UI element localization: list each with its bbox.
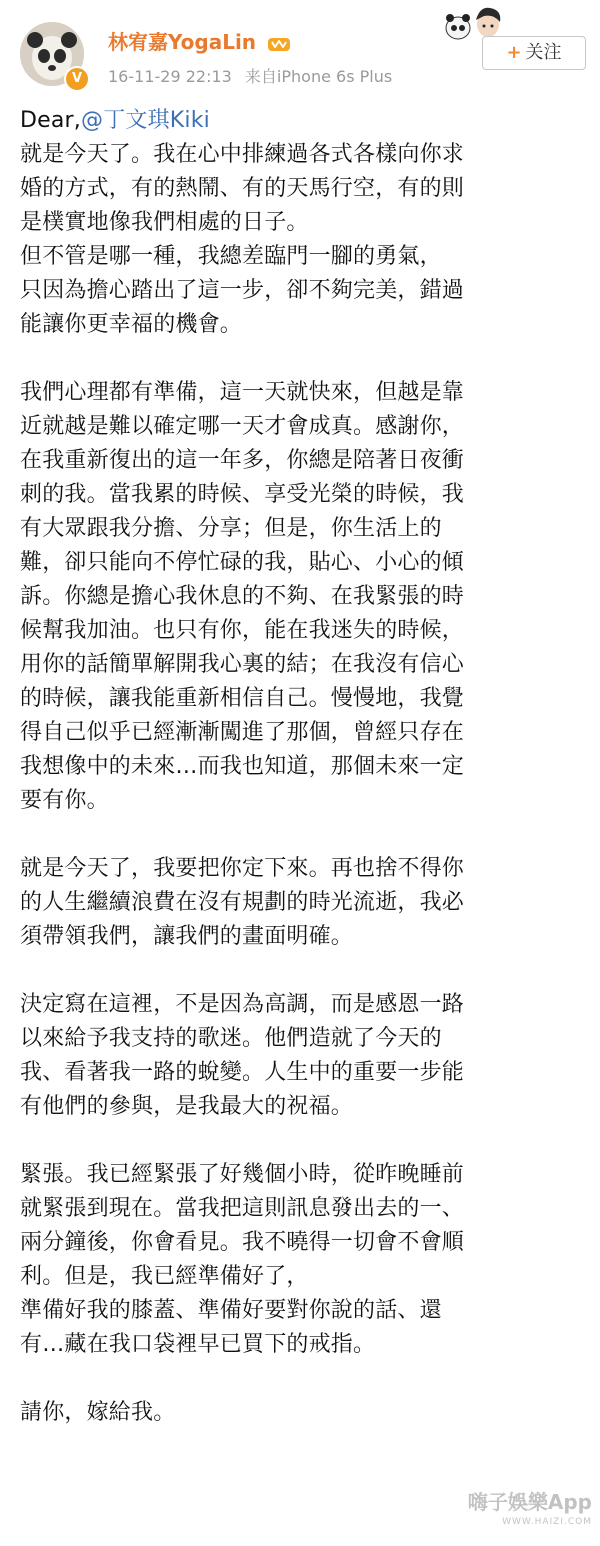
post-text-line: 的時候，讓我能重新相信自己。慢慢地，我覺 (20, 686, 465, 711)
follow-button[interactable] (482, 36, 586, 70)
post-text-line: 要有你。 (20, 788, 109, 813)
post-text-line: 能讓你更幸福的機會。 (20, 312, 243, 337)
post-source[interactable]: 来自iPhone 6s Plus (244, 67, 393, 86)
paragraph-gap (20, 1124, 586, 1158)
post-text-line: 就是今天了，我要把你定下來。再也捨不得你 (20, 856, 465, 881)
post-text-line: 在我重新復出的這一年多，你總是陪著日夜衝 (20, 448, 465, 473)
post-text-line: 有…藏在我口袋裡早已買下的戒指。 (20, 1332, 376, 1357)
post-text-line: 就是今天了。我在心中排練過各式各樣向你求 (20, 142, 465, 167)
post-text-line: 以來給予我支持的歌迷。他們造就了今天的 (20, 1026, 442, 1051)
post-text-line: 只因為擔心踏出了這一步，卻不夠完美，錯過 (20, 278, 465, 303)
post-text-line: 利。但是，我已經準備好了， (20, 1264, 309, 1289)
follow-button-label: 关注 (525, 42, 562, 63)
post-text-line: 得自己似乎已經漸漸闖進了那個，曾經只存在 (20, 720, 465, 745)
plus-icon: + (506, 42, 522, 63)
post-text-line: 須帶領我們，讓我們的畫面明確。 (20, 924, 354, 949)
post-text-line: 決定寫在這裡，不是因為高調，而是感恩一路 (20, 992, 465, 1017)
post-text-line: 就緊張到現在。當我把這則訊息發出去的一、 (20, 1196, 465, 1221)
post-text-line: 婚的方式，有的熱鬧、有的天馬行空，有的則 (20, 176, 465, 201)
vip-crown-icon (267, 35, 291, 53)
post-text-line: 訴。你總是擔心我休息的不夠、在我緊張的時 (20, 584, 465, 609)
post-text-line: 刺的我。當我累的時候、享受光榮的時候，我 (20, 482, 465, 507)
post-text-line: 難，卻只能向不停忙碌的我，貼心、小心的傾 (20, 550, 465, 575)
post-content (20, 104, 586, 1430)
watermark-url: WWW.HAIZI.COM (502, 1517, 592, 1527)
post-text-line: 候幫我加油。也只有你，能在我迷失的時候， (20, 618, 465, 643)
post-text-line: 用你的話簡單解開我心裏的結；在我沒有信心 (20, 652, 465, 677)
post-timestamp: 16-11-29 22:13 (108, 67, 232, 86)
post-text-line: 請你，嫁給我。 (20, 1400, 176, 1425)
post-text-line: 有他們的參與，是我最大的祝福。 (20, 1094, 354, 1119)
post-text-line: 近就越是難以確定哪一天才會成真。感謝你， (20, 414, 465, 439)
post-meta (108, 64, 392, 87)
post-paragraphs (20, 138, 586, 1430)
verified-v-icon: V (64, 66, 90, 92)
watermark (452, 1486, 592, 1527)
greeting-prefix: Dear, (20, 108, 81, 133)
post-text-line: 的人生繼續浪費在沒有規劃的時光流逝，我必 (20, 890, 465, 915)
paragraph-gap (20, 1362, 586, 1396)
username[interactable] (108, 26, 291, 55)
post-text-line: 準備好我的膝蓋、準備好要對你說的話、還 (20, 1298, 442, 1323)
post-text-line: 緊張。我已經緊張了好幾個小時，從昨晚睡前 (20, 1162, 465, 1187)
paragraph-gap (20, 342, 586, 376)
paragraph-gap (20, 818, 586, 852)
post-text-line: 我、看著我一路的蛻變。人生中的重要一步能 (20, 1060, 465, 1085)
post-text-line: 但不管是哪一種，我總差臨門一腳的勇氣， (20, 244, 442, 269)
post-header (0, 0, 600, 104)
post-text-line: 兩分鐘後，你會看見。我不曉得一切會不會順 (20, 1230, 465, 1255)
greeting-line (20, 104, 586, 138)
post-text-line: 我想像中的未來…而我也知道，那個未來一定 (20, 754, 465, 779)
mention-link[interactable]: @丁文琪Kiki (81, 108, 210, 133)
post-text-line: 有大眾跟我分擔、分享；但是，你生活上的 (20, 516, 442, 541)
username-text: 林宥嘉YogaLin (108, 30, 257, 54)
watermark-title: 嗨子娛樂App (467, 1490, 592, 1514)
paragraph-gap (20, 954, 586, 988)
post-text-line: 我們心理都有準備，這一天就快來，但越是靠 (20, 380, 465, 405)
post-text-line: 是樸實地像我們相處的日子。 (20, 210, 309, 235)
